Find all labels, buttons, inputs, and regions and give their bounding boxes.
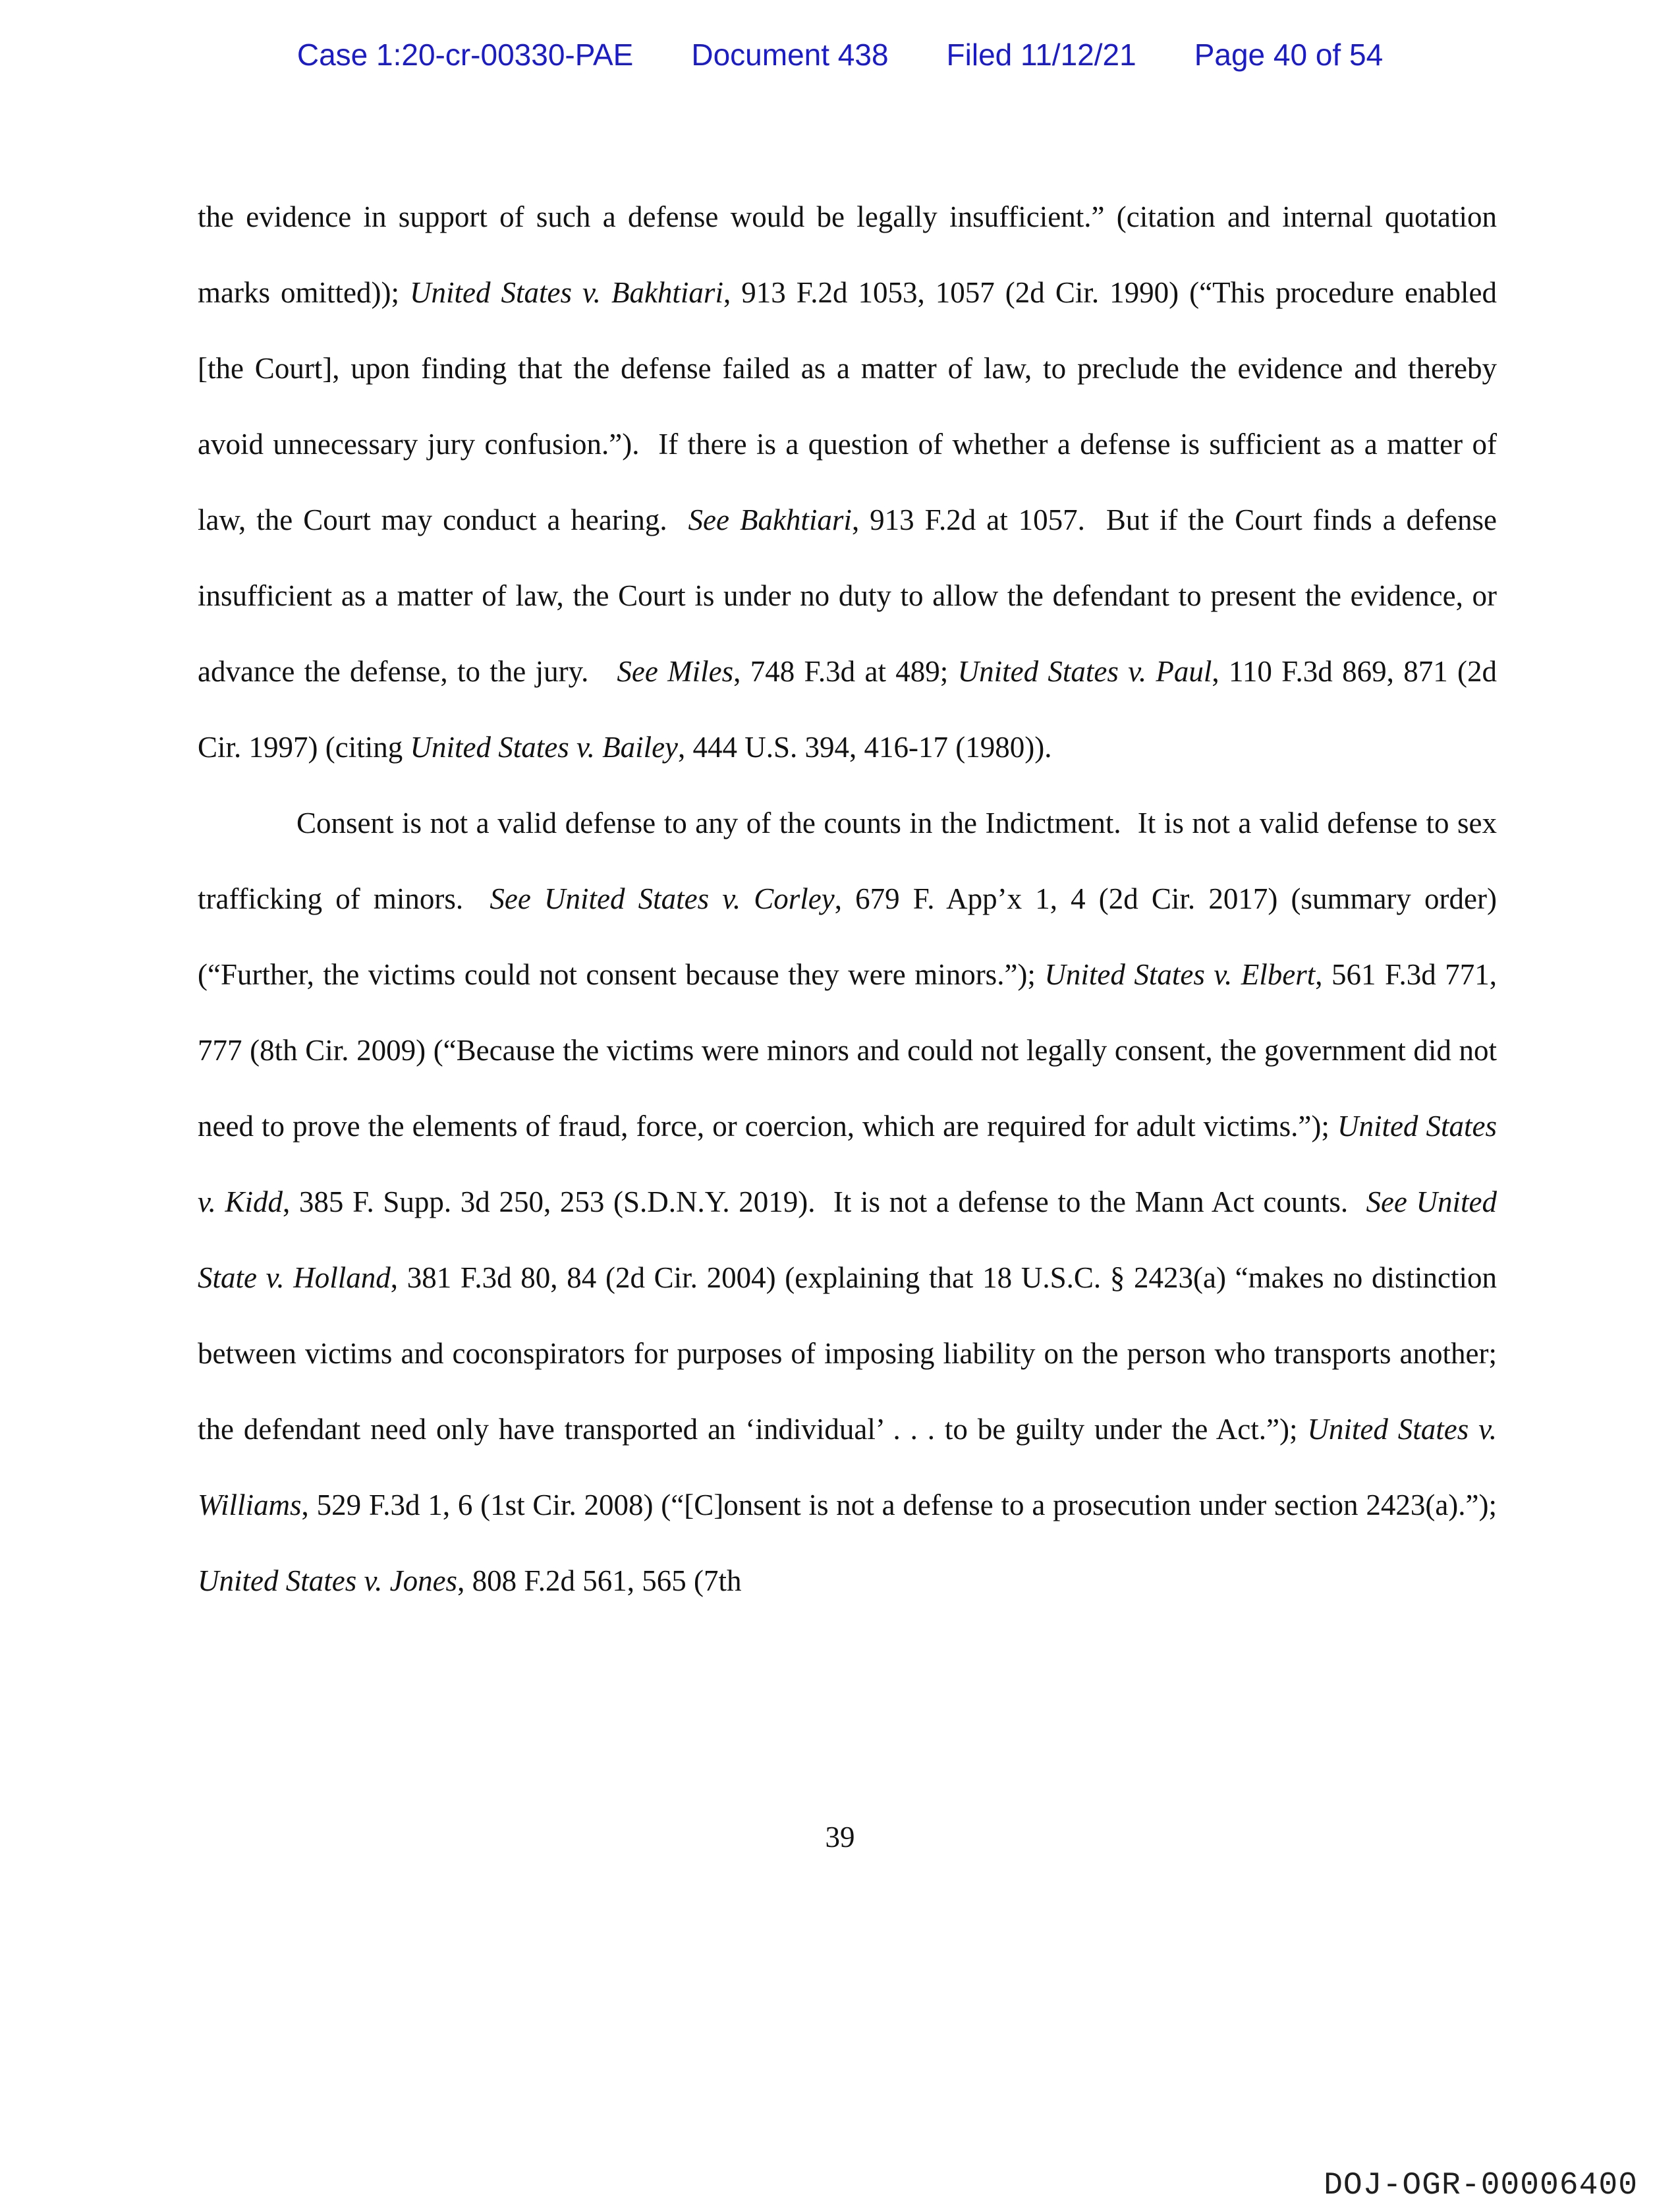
case-citation-italic: See Miles [617, 655, 734, 688]
case-citation-italic: United States v. Paul [957, 655, 1212, 688]
body-text-run: , 110 F.3d 869, 871 (2d Cir. 1997) (citing [198, 655, 1505, 764]
body-text-run: , 808 F.2d 561, 565 (7th [457, 1564, 742, 1597]
body-paragraph-continuation [198, 179, 1505, 785]
page-number: 39 [825, 1821, 855, 1854]
body-text-run: , 529 F.3d 1, 6 (1st Cir. 2008) (“[C]onsent is not a defense to a prosecution under section 2423(a).”); [301, 1489, 1505, 1521]
body-text-run: , 381 F.3d 80, 84 (2d Cir. 2004) (explaining that 18 U.S.C. § 2423(a) “makes no distinction between victims and coconspirators for purposes of imposing liability on the person who transports another; the defendant need only have transported an ‘individual’ . . . to be guilty under the Act.”); [198, 1261, 1505, 1446]
body-text-run: the evidence in support of such a defense would be legally insufficient.” (citation and internal quotation marks omitted)); [198, 200, 1505, 309]
body-text-run: , 561 F.3d 771, 777 (8th Cir. 2009) (“Because the victims were minors and could not legally consent, the government did not need to prove the elements of fraud, force, or coercion, which are required for adult victims.”); [198, 958, 1505, 1143]
case-citation-italic: United States v. Williams [198, 1413, 1505, 1521]
ecf-document-number: Document 438 [691, 38, 889, 72]
body-text-run: , 913 F.2d 1053, 1057 (2d Cir. 1990) (“This procedure enabled [the Court], upon finding that the defense failed as a matter of law, to preclude the evidence and thereby avoid unnecessary jury confusion.”). If there is a question of whether a defense is sufficient as a matter of law, the Court may conduct a hearing. [198, 276, 1505, 536]
bates-number: DOJ-OGR-00006400 [1324, 2168, 1638, 2203]
body-text-run: , 913 F.2d at 1057. But if the Court finds a defense insufficient as a matter of law, the Court is under no duty to allow the defendant to present the evidence, or advance the defense, to the jury. [198, 503, 1505, 688]
body-text-run: , 385 F. Supp. 3d 250, 253 (S.D.N.Y. 2019). It is not a defense to the Mann Act counts. [283, 1185, 1366, 1218]
opinion-body [198, 179, 1505, 1619]
case-citation-italic: United States v. Elbert [1044, 958, 1316, 991]
ecf-case-number: Case 1:20-cr-00330-PAE [296, 38, 634, 72]
case-citation-italic: United States v. Jones [198, 1564, 458, 1597]
ecf-page-indicator: Page 40 of 54 [1194, 38, 1384, 72]
case-citation-italic: United States v. Kidd [198, 1110, 1505, 1218]
case-citation-italic: See United States v. Corley [490, 882, 835, 915]
body-text-run: , 748 F.3d at 489; [733, 655, 958, 688]
case-citation-italic: United States v. Bakhtiari [410, 276, 723, 309]
ecf-filed-date: Filed 11/12/21 [946, 38, 1136, 72]
case-citation-italic: United States v. Bailey [410, 731, 679, 764]
body-text-run: Consent is not a valid defense to any of the counts in the Indictment. It is not a valid defense to sex trafficking of minors. [198, 807, 1505, 915]
case-citation-italic: See United State v. Holland [198, 1185, 1505, 1294]
case-citation-italic: See Bakhtiari [688, 503, 852, 536]
body-text-run: , 444 U.S. 394, 416-17 (1980)). [678, 731, 1052, 764]
ecf-stamp-header [0, 37, 1680, 72]
body-text-run: , 679 F. App’x 1, 4 (2d Cir. 2017) (summary order) (“Further, the victims could not consent because they were minors.”); [198, 882, 1505, 991]
body-paragraph-consent-defense [198, 785, 1505, 1619]
